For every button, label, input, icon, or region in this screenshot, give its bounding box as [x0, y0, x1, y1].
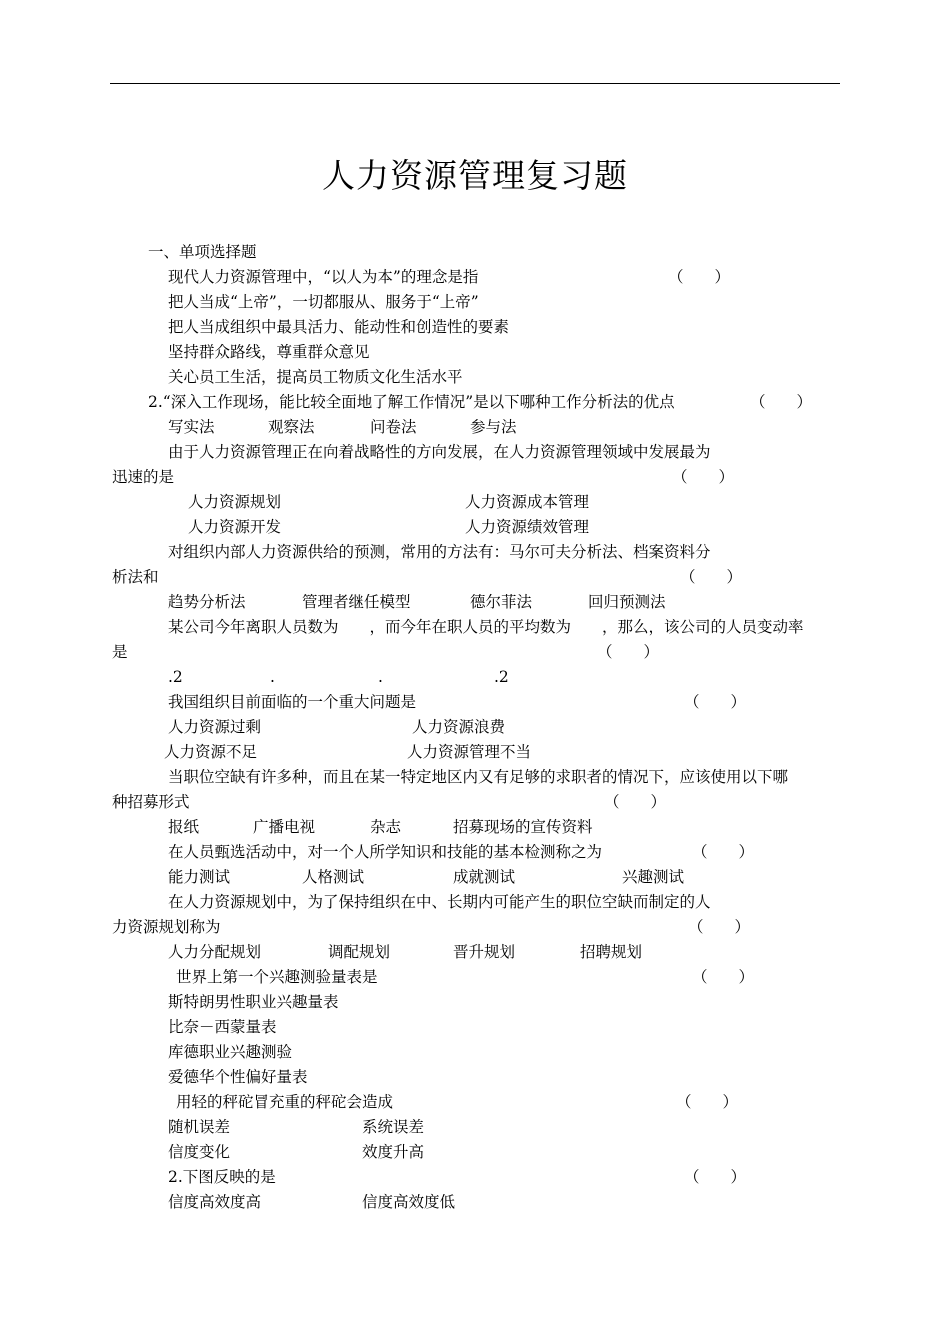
option-text: 问卷法 [370, 418, 417, 436]
option-text: 人力资源管理不当 [407, 743, 532, 761]
option-text: 人力分配规划 [168, 943, 262, 961]
option-text: 广播电视 [253, 818, 316, 836]
question-9-stem: 在人力资源规划中，为了保持组织在中、长期内可能产生的职位空缺而制定的人 [168, 893, 711, 911]
option-text: 效度升高 [362, 1143, 425, 1161]
option-text: 招聘规划 [580, 943, 643, 961]
question-4-stem-cont: 析法和 [112, 568, 159, 586]
answer-blank: （ ） [676, 1093, 739, 1111]
question-5-stem-cont: 是 [112, 643, 128, 661]
document-title: 人力资源管理复习题 [322, 156, 628, 195]
question-4-stem: 对组织内部人力资源供给的预测，常用的方法有：马尔可夫分析法、档案资料分 [168, 543, 711, 561]
option-text: 信度高效度高 [168, 1193, 262, 1211]
option-text: 能力测试 [168, 868, 231, 886]
option-text: 人力资源不足 [164, 743, 258, 761]
option-text: 德尔菲法 [470, 593, 533, 611]
option-text: . [378, 668, 383, 686]
option-text: 比奈－西蒙量表 [168, 1018, 277, 1036]
question-3-stem: 由于人力资源管理正在向着战略性的方向发展，在人力资源管理领域中发展最为 [168, 443, 711, 461]
question-6-stem: 我国组织目前面临的一个重大问题是 [168, 693, 417, 711]
answer-blank: （ ） [680, 568, 743, 586]
question-2-stem: 2.“深入工作现场，能比较全面地了解工作情况”是以下哪种工作分析法的优点 [148, 393, 675, 411]
option-text: 把人当成组织中最具活力、能动性和创造性的要素 [168, 318, 510, 336]
option-text: 回归预测法 [588, 593, 666, 611]
option-text: 关心员工生活，提高员工物质文化生活水平 [168, 368, 463, 386]
option-text: 随机误差 [168, 1118, 231, 1136]
header-rule [110, 83, 840, 84]
answer-blank: （ ） [597, 643, 660, 661]
question-10-stem: 世界上第一个兴趣测验量表是 [176, 968, 378, 986]
option-text: .2 [168, 668, 183, 686]
option-text: 人力资源规划 [188, 493, 282, 511]
answer-blank: （ ） [684, 693, 747, 711]
option-text: 写实法 [168, 418, 215, 436]
option-text: 人力资源浪费 [412, 718, 506, 736]
answer-blank: （ ） [668, 268, 731, 286]
answer-blank: （ ） [688, 918, 751, 936]
option-text: 人力资源成本管理 [465, 493, 590, 511]
option-text: .2 [494, 668, 509, 686]
question-9-stem-cont: 力资源规划称为 [112, 918, 221, 936]
option-text: 调配规划 [328, 943, 391, 961]
answer-blank: （ ） [672, 468, 735, 486]
option-text: 晋升规划 [453, 943, 516, 961]
option-text: 兴趣测试 [622, 868, 685, 886]
option-text: 报纸 [168, 818, 200, 836]
option-text: 斯特朗男性职业兴趣量表 [168, 993, 339, 1011]
option-text: 参与法 [470, 418, 517, 436]
option-text: 信度高效度低 [362, 1193, 456, 1211]
option-text: 招募现场的宣传资料 [453, 818, 593, 836]
option-text: 成就测试 [453, 868, 516, 886]
option-text: 杂志 [370, 818, 402, 836]
option-text: 库德职业兴趣测验 [168, 1043, 293, 1061]
question-7-stem-cont: 种招募形式 [112, 793, 190, 811]
answer-blank: （ ） [692, 843, 755, 861]
question-7-stem: 当职位空缺有许多种，而且在某一特定地区内又有足够的求职者的情况下，应该使用以下哪 [168, 768, 789, 786]
question-1-stem: 现代人力资源管理中，“以人为本”的理念是指 [168, 268, 479, 286]
option-text: 人力资源开发 [188, 518, 282, 536]
question-5-stem: 某公司今年离职人员数为 ，而今年在职人员的平均数为 ，那么，该公司的人员变动率 [168, 618, 804, 636]
option-text: 人力资源过剩 [168, 718, 262, 736]
option-text: 趋势分析法 [168, 593, 246, 611]
answer-blank: （ ） [692, 968, 755, 986]
option-text: 信度变化 [168, 1143, 231, 1161]
answer-blank: （ ） [684, 1168, 747, 1186]
option-text: 人力资源绩效管理 [465, 518, 590, 536]
option-text: 坚持群众路线，尊重群众意见 [168, 343, 370, 361]
option-text: 爱德华个性偏好量表 [168, 1068, 308, 1086]
question-3-stem-cont: 迅速的是 [112, 468, 175, 486]
option-text: 系统误差 [362, 1118, 425, 1136]
option-text: 管理者继任模型 [302, 593, 411, 611]
section-heading: 一、单项选择题 [148, 243, 257, 261]
option-text: 观察法 [268, 418, 315, 436]
option-text: . [270, 668, 275, 686]
question-12-stem: 2.下图反映的是 [168, 1168, 276, 1186]
answer-blank: （ ） [750, 393, 813, 411]
question-11-stem: 用轻的秤砣冒充重的秤砣会造成 [176, 1093, 394, 1111]
question-8-stem: 在人员甄选活动中，对一个人所学知识和技能的基本检测称之为 [168, 843, 603, 861]
answer-blank: （ ） [604, 793, 667, 811]
option-text: 人格测试 [302, 868, 365, 886]
option-text: 把人当成“上帝”，一切都服从、服务于“上帝” [168, 293, 479, 311]
